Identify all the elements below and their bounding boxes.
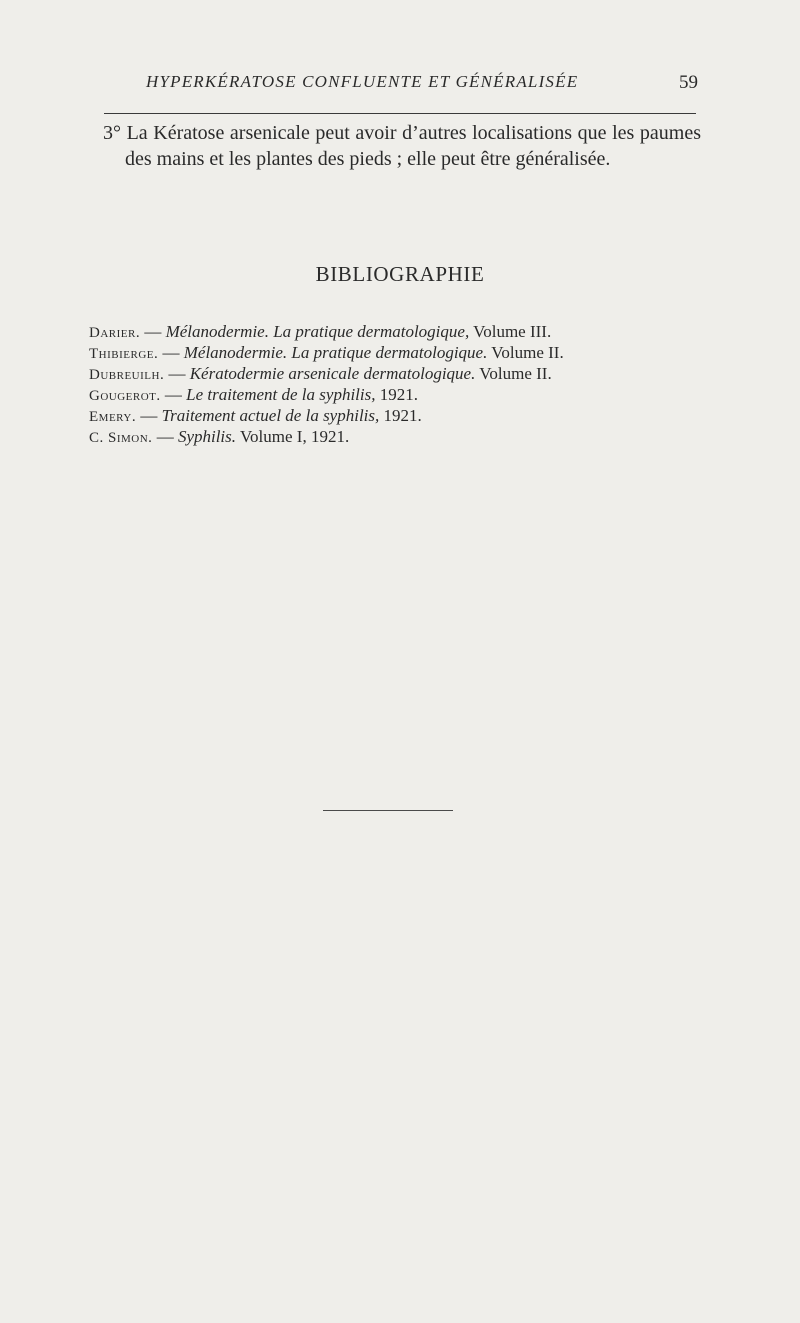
header-rule [104,113,696,114]
entry-author: Darier. [89,325,141,341]
bibliography-entry [89,427,709,448]
entry-details: 1921. [375,385,418,404]
entry-title: Mélanodermie. La pratique dermatologique. [183,343,488,362]
entry-author: Dubreuilh. [89,367,165,383]
page-number: 59 [679,72,698,93]
entry-separator: — [160,385,187,404]
entry-author: C. Simon. [89,430,153,446]
entry-title: Syphilis. [177,427,237,446]
entry-author: Thibierge. [89,346,159,362]
entry-separator: — [164,364,190,383]
entry-details: Volume I, 1921. [236,427,350,446]
entry-details: Volume III. [469,322,552,341]
entry-title: Kératodermie arsenicale dermatologique. [189,364,476,383]
page-header [146,72,706,102]
end-rule [323,810,453,811]
entry-details: Volume II. [475,364,552,383]
entry-details: Volume II. [487,343,564,362]
bibliography-entry [89,322,709,343]
entry-title: Mélanodermie. La pratique dermatologique, [165,322,470,341]
entry-separator: — [136,406,162,425]
entry-title: Traitement actuel de la syphilis, [161,406,380,425]
entry-separator: — [152,427,178,446]
bibliography-entry [89,364,709,385]
entry-separator: — [140,322,166,341]
bibliography-entry [89,343,709,364]
entry-details: 1921. [379,406,422,425]
bibliography-list [89,322,709,448]
entry-author: Emery. [89,409,137,425]
entry-title: Le traitement de la syphilis, [186,385,376,404]
bibliography-entry [89,385,709,406]
bibliography-heading: BIBLIOGRAPHIE [315,262,485,286]
entry-author: Gougerot. [89,388,161,404]
entry-separator: — [158,343,184,362]
running-title: HYPERKÉRATOSE CONFLUENTE ET GÉNÉRALISÉE [146,72,579,91]
body-paragraph: 3° La Kératose arsenicale peut avoir d’autres localisations que les paumes des mains et les plantes des pieds ; elle peut être généralisée. [103,122,701,170]
bibliography-entry [89,406,709,427]
